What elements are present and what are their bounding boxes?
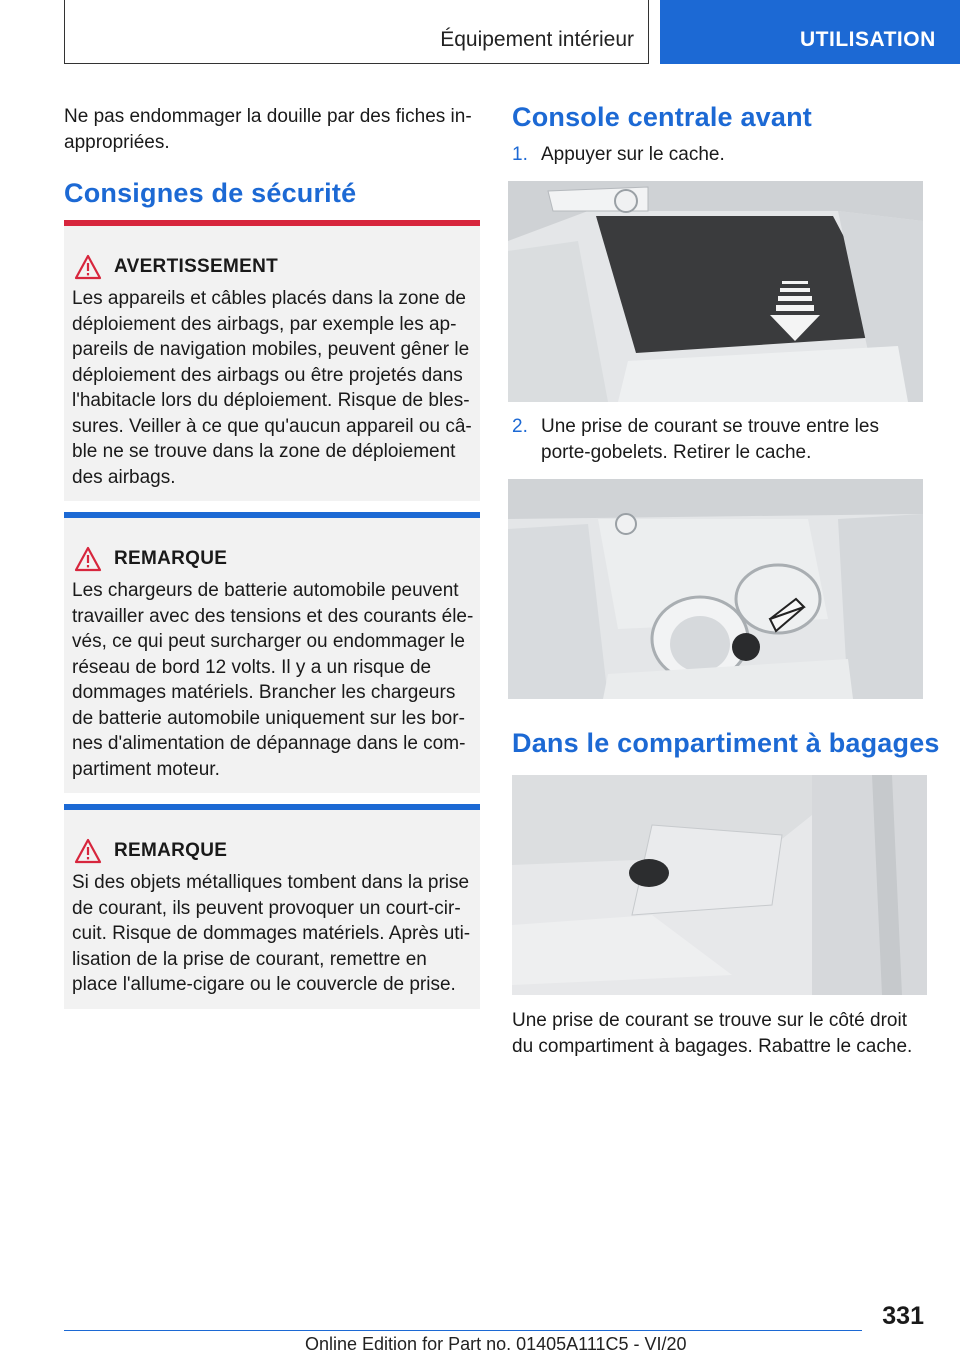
photo-cupholder-socket <box>508 479 923 699</box>
page-number: 331 <box>882 1302 924 1330</box>
lead-paragraph: Ne pas endommager la douille par des fiches inappropriées. <box>64 106 472 153</box>
header-chapter-tab <box>660 0 960 64</box>
photo-console-cover <box>508 181 923 402</box>
notice-warning <box>64 220 480 501</box>
step-1 <box>512 142 912 168</box>
notice-text: Les chargeurs de batterie automobile peuvent travailler avec des tensions et des courants élevés, ce qui peut surcharger ou endommager le réseau de bord 12 volts. Il y a un risque de dommages matériels. Brancher les chargeurs de batterie automobile uniquement sur les bornes d'alimentation de dépannage dans le compartiment moteur. <box>72 580 474 780</box>
step-2 <box>512 414 912 465</box>
header-section-title: Équipement intérieur <box>440 28 634 51</box>
trunk-text: Une prise de courant se trouve sur le côté droit du compartiment à bagages. Rabattre le cache. <box>512 1010 913 1057</box>
notice-heading: REMARQUE <box>114 840 228 861</box>
notice-heading: REMARQUE <box>114 548 228 569</box>
warning-triangle-icon <box>74 838 102 864</box>
warning-triangle-icon <box>74 546 102 572</box>
notice-remark-2 <box>64 804 480 1009</box>
step-number: 2. <box>512 416 528 437</box>
notice-remark-1 <box>64 512 480 793</box>
notice-text: Les appareils et câbles placés dans la zone de déploiement des airbags, par exemple les appareils de navigation mobiles, peuvent gêner le déploiement des airbags ou être projetés dans l'habitacle lors du déploiement. Risque de blessures. Veiller à ce que qu'aucun appareil ou câble ne se trouve dans la zone de déploiement des airbags. <box>72 288 472 488</box>
footer-rule <box>64 1330 862 1331</box>
header-section-box <box>64 0 649 64</box>
safety-title: Consignes de sécurité <box>64 178 357 208</box>
step-text: Une prise de courant se trouve entre les porte-gobelets. Retirer le cache. <box>541 416 879 463</box>
notice-text: Si des objets métalliques tombent dans la prise de courant, ils peuvent provoquer un court-circuit. Risque de dommages matériels. Après utilisation de la prise de courant, remettre en place l'allume-cigare ou le couvercle de prise. <box>72 872 471 995</box>
footer-edition: Online Edition for Part no. 01405A111C5 - VI/20 <box>305 1334 687 1354</box>
trunk-title: Dans le compartiment à bagages <box>512 728 940 758</box>
photo-trunk-socket <box>512 775 927 995</box>
step-number: 1. <box>512 144 528 165</box>
console-title: Console centrale avant <box>512 102 813 132</box>
notice-heading: AVERTISSEMENT <box>114 256 279 277</box>
warning-triangle-icon <box>74 254 102 280</box>
header-chapter-title: UTILISATION <box>800 28 936 51</box>
step-text: Appuyer sur le cache. <box>541 144 725 165</box>
